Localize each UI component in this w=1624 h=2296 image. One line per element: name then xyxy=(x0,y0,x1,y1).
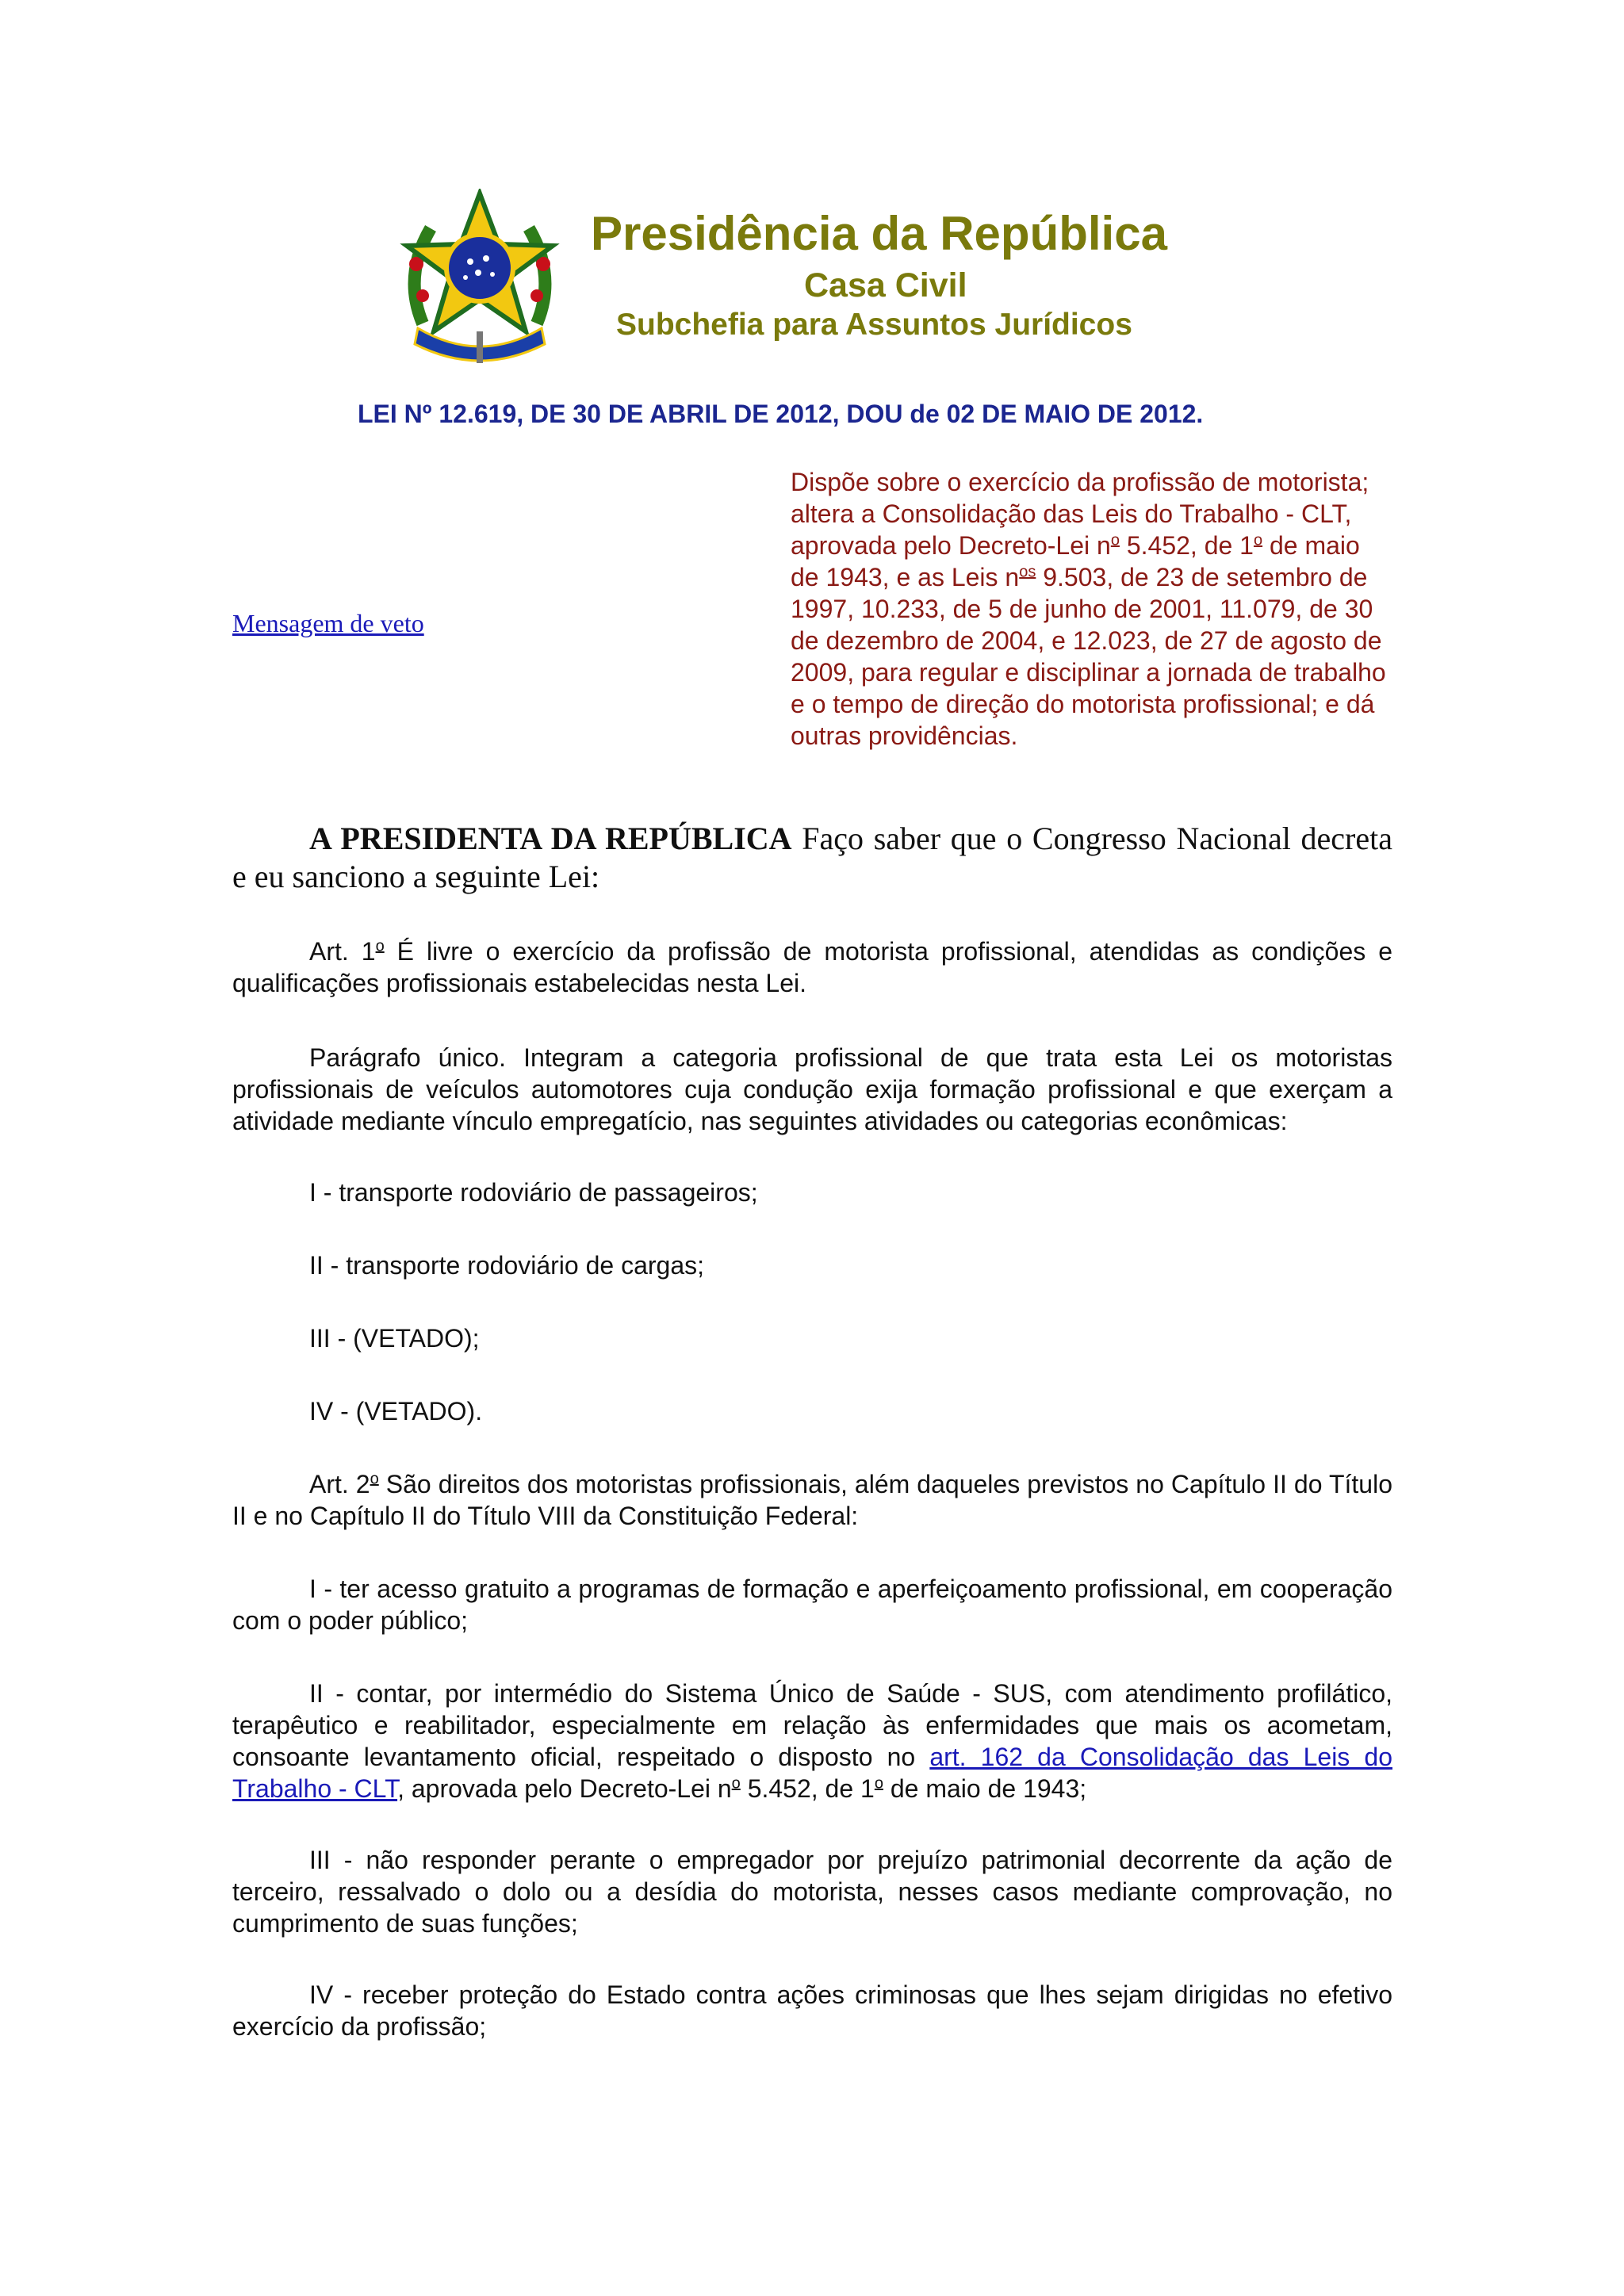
article-ordinal: o xyxy=(375,937,385,955)
org-subtitle-subchefia: Subchefia para Assuntos Jurídicos xyxy=(616,308,1132,342)
preamble-president: A PRESIDENTA DA REPÚBLICA xyxy=(309,821,792,856)
brazil-coat-of-arms-icon xyxy=(399,189,561,366)
article-ordinal: o xyxy=(370,1470,379,1488)
item-ordinal: o xyxy=(731,1774,741,1793)
clt-art-162-link[interactable]: art. 162 da Consolidação das Leis do Trabalho - CLT xyxy=(232,1743,1393,1803)
coat-sword xyxy=(477,331,483,363)
veto-message-link[interactable]: Mensagem de veto xyxy=(232,609,424,637)
article-1 xyxy=(232,936,1392,999)
art1-item-i: I - transporte rodoviário de passageiros; xyxy=(309,1178,758,1207)
preamble-text: Faço saber que o Congresso Nacional decreta e eu sanciono a seguinte Lei: xyxy=(232,821,1392,894)
ementa-text: 9.503, de 23 de setembro de 1997, 10.233, de 5 de junho de 2001, 11.079, de 30 de dezembro de 2004, e 12.023, de 27 de agosto de 2009, para regular e disciplinar a jornada de trabalho e o tempo de direção do motorista profissional; e dá outras providências. xyxy=(791,563,1386,750)
item-text: , aprovada pelo Decreto-Lei n xyxy=(397,1774,732,1803)
item-text: de maio de 1943; xyxy=(883,1774,1087,1803)
law-title: LEI Nº 12.619, DE 30 DE ABRIL DE 2012, DOU de 02 DE MAIO DE 2012. xyxy=(358,400,1204,428)
art1-item-iv: IV - (VETADO). xyxy=(309,1397,483,1425)
ementa-ordinal: o xyxy=(1110,531,1120,549)
ementa-ordinal: o xyxy=(1253,531,1263,549)
ementa xyxy=(791,466,1393,752)
art1-item-ii: II - transporte rodoviário de cargas; xyxy=(309,1251,705,1280)
art2-item-i: I - ter acesso gratuito a programas de formação e aperfeiçoamento profissional, em cooperação com o poder público; xyxy=(232,1575,1392,1635)
art2-item-iii: III - não responder perante o empregador por prejuízo patrimonial decorrente da ação de terceiro, ressalvado o dolo ou a desídia do motorista, nesses casos mediante comprovação, no cumprimento de suas funções; xyxy=(232,1846,1392,1938)
article-number: Art. 1 xyxy=(309,937,376,966)
item-text: 5.452, de 1 xyxy=(740,1774,875,1803)
item-text: II - contar, por intermédio do Sistema Único de Saúde - SUS, com atendimento profilático, terapêutico e reabilitador, especialmente em relação às enfermidades que mais os acometam, consoante levantamento oficial, respeitado o disposto no xyxy=(232,1679,1392,1771)
article-text: É livre o exercício da profissão de motorista profissional, atendidas as condições e qualificações profissionais estabelecidas nesta Lei. xyxy=(232,937,1393,997)
org-subtitle-casa-civil: Casa Civil xyxy=(804,266,967,304)
ementa-text: 5.452, de 1 xyxy=(1119,531,1254,560)
art1-item-iii: III - (VETADO); xyxy=(309,1324,480,1353)
article-number: Art. 2 xyxy=(309,1470,370,1498)
article-2 xyxy=(232,1468,1392,1532)
preamble xyxy=(232,820,1392,896)
art2-item-iv: IV - receber proteção do Estado contra ações criminosas que lhes sejam dirigidas no efetivo exercício da profissão; xyxy=(232,1980,1392,2041)
paragrafo-unico: Parágrafo único. Integram a categoria profissional de que trata esta Lei os motoristas profissionais de veículos automotores cuja condução exija formação profissional e que exerçam a atividade mediante vínculo empregatício, nas seguintes atividades ou categorias econômicas: xyxy=(232,1043,1392,1135)
org-title: Presidência da República xyxy=(591,207,1167,260)
coat-center xyxy=(446,235,513,301)
ementa-text: de maio de 1943, e as Leis n xyxy=(791,531,1360,591)
item-ordinal: o xyxy=(874,1774,883,1793)
ementa-text: Dispõe sobre o exercício da profissão de motorista; altera a Consolidação das Leis do Trabalho - CLT, aprovada pelo Decreto-Lei n xyxy=(791,468,1369,560)
art2-item-ii xyxy=(232,1678,1392,1804)
ementa-ordinal: os xyxy=(1019,563,1036,581)
article-text: São direitos dos motoristas profissionais, além daqueles previstos no Capítulo II do Título II e no Capítulo II do Título VIII da Constituição Federal: xyxy=(232,1470,1393,1530)
